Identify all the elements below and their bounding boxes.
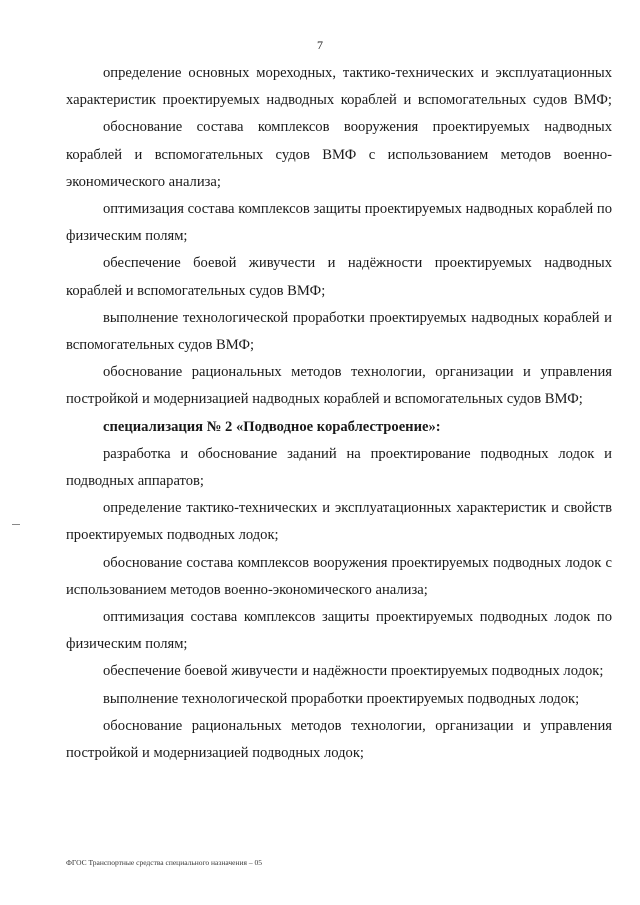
paragraph-5: выполнение технологической проработки проектируемых надводных кораблей и вспомогательных судов ВМФ; [66, 309, 612, 354]
paragraph-14: обоснование рациональных методов технологии, организации и управления постройкой и модернизацией подводных лодок; [66, 717, 612, 762]
paragraph-10: обоснование состава комплексов вооружения проектируемых подводных лодок с использованием методов военно-экономического анализа; [66, 554, 612, 598]
scan-mark [12, 524, 20, 525]
paragraph-1: определение основных мореходных, тактико-технических и эксплуатационных характеристик проектируемых надводных кораблей и вспомогательных судов ВМФ; [66, 65, 612, 109]
page-footer: ФГОС Транспортные средства специального назначения – 05 [66, 858, 262, 867]
paragraph-8: разработка и обоснование заданий на проектирование подводных лодок и подводных аппаратов; [66, 445, 612, 490]
paragraph-4: обеспечение боевой живучести и надёжности проектируемых надводных кораблей и вспомогательных судов ВМФ; [66, 255, 612, 299]
paragraph-2: обоснование состава комплексов вооружения проектируемых надводных кораблей и вспомогательных судов ВМФ с использованием методов военно-экономического анализа; [66, 119, 612, 190]
page-number: 7 [317, 38, 323, 52]
paragraph-13: выполнение технологической проработки проектируемых подводных лодок; [103, 690, 580, 707]
paragraph-6: обоснование рациональных методов технологии, организации и управления постройкой и модернизацией надводных кораблей и вспомогательных судов ВМФ; [66, 364, 612, 408]
document-body [66, 60, 612, 767]
paragraph-3: оптимизация состава комплексов защиты проектируемых надводных кораблей по физическим полям; [66, 201, 612, 245]
paragraph-11: оптимизация состава комплексов защиты проектируемых подводных лодок по физическим полям; [66, 609, 612, 653]
paragraph-12: обеспечение боевой живучести и надёжности проектируемых подводных лодок; [103, 663, 604, 680]
specialization-heading: специализация № 2 «Подводное кораблестроение»: [103, 418, 441, 435]
paragraph-9: определение тактико-технических и эксплуатационных характеристик и свойств проектируемых подводных лодок; [66, 500, 612, 544]
